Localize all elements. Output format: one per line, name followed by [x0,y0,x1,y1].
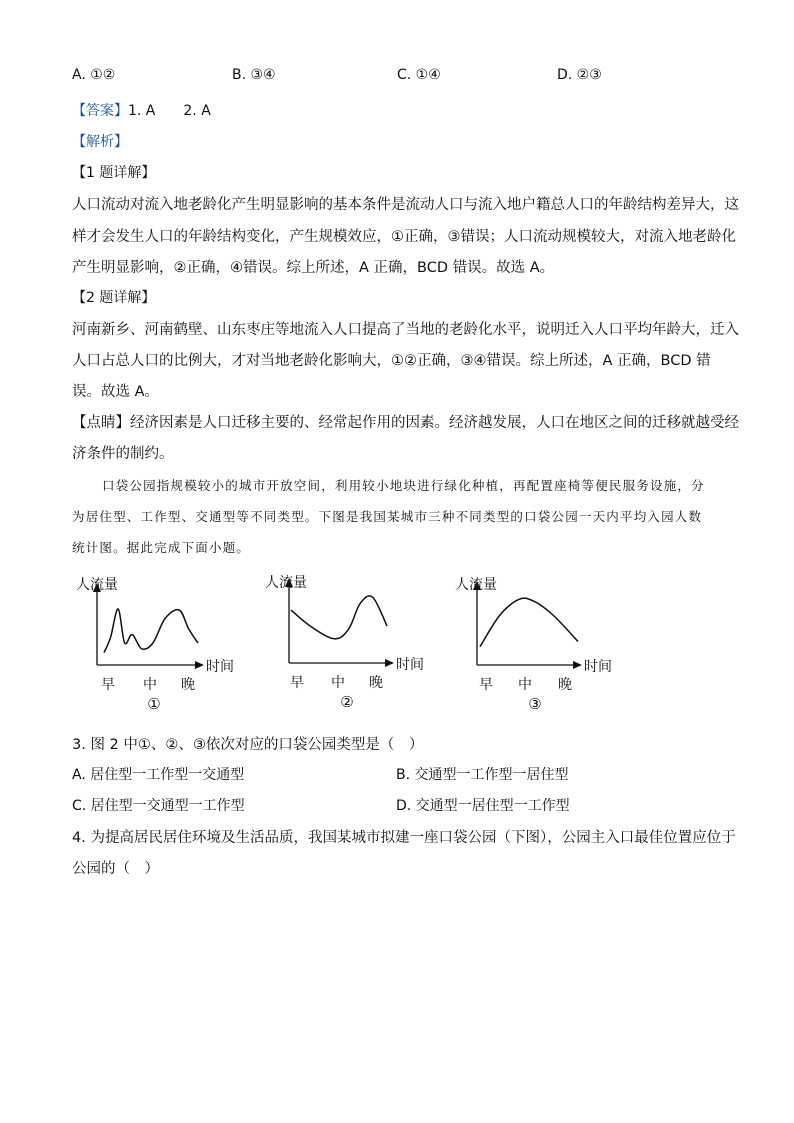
q4-stem: 4. 为提高居民居住环境及生活品质，我国某城市拟建一座口袋公园（下图），公园主入口最佳位置应位于 [72,830,736,846]
passage-line: 口袋公园指规模较小的城市开放空间，利用较小地块进行绿化种植，再配置座椅等便民服务设施，分 [102,478,705,493]
q3-stem: 3. 图 2 中①、②、③依次对应的口袋公园类型是（ ） [72,737,424,753]
series-line [480,598,578,647]
tip-text: 经济因素是人口迁移主要的、经常起作用的因素。经济越发展，人口在地区之间的迁移就越受经 [130,415,739,431]
answer-line [72,100,211,120]
tip-line-2: 济条件的制约。 [72,446,174,462]
q1-detail-line: 人口流动对流入地老龄化产生明显影响的基本条件是流动人口与流入地户籍总人口的年龄结构差异大，这 [72,197,739,213]
x-tick-label: 晚 [369,675,383,691]
analysis-tag: 【解析】 [72,134,128,150]
chart-title: ③ [528,695,542,713]
chart-title: ① [147,695,161,713]
q3-option-d: D. 交通型一居住型一工作型 [396,798,570,814]
q2-detail-line: 人口占总人口的比例大，才对当地老龄化影响大，①②正确，③④错误。综上所述，A 正确，BCD 错 [72,353,711,369]
y-axis-label: 人流量 [455,577,497,593]
x-tick-label: 中 [143,677,157,693]
y-axis-label: 人流量 [76,577,118,593]
q2-detail-line: 误。故选 A。 [72,384,160,400]
passage-line: 统计图。据此完成下面小题。 [72,540,251,555]
x-tick-label: 晚 [558,677,572,693]
answer-tag: 【答案】 [72,103,128,119]
q2-detail-tag: 【2 题详解】 [72,290,156,306]
x-tick-label: 晚 [181,677,195,693]
series-line [291,596,387,639]
prev-option-c: C. ①④ [397,67,441,83]
x-axis-label: 时间 [396,657,424,673]
x-tick-label: 早 [479,677,493,693]
series-line [104,609,198,653]
tip-line [72,411,739,432]
q1-detail-line: 样才会发生人口的年龄结构变化，产生规模效应，①正确，③错误；人口流动规模较大，对流入地老龄化 [72,229,736,245]
q3-option-a: A. 居住型一工作型一交通型 [72,767,245,783]
prev-option-b: B. ③④ [232,67,276,83]
q3-option-c: C. 居住型一交通型一工作型 [72,798,245,814]
answer-text: 1. A 2. A [128,103,211,119]
x-tick-label: 中 [331,675,345,691]
park-flow-charts [0,566,794,726]
q2-detail-line: 河南新乡、河南鹤壁、山东枣庄等地流入人口提高了当地的老龄化水平，说明迁入人口平均年龄大，迁入 [72,322,739,338]
x-axis-arrow [573,661,582,669]
x-axis-arrow [195,661,204,669]
chart-title: ② [340,693,354,711]
x-axis-label: 时间 [584,659,612,675]
x-axis-arrow [385,659,394,667]
q1-detail-line: 产生明显影响，②正确，④错误。综上所述，A 正确，BCD 错误。故选 A。 [72,260,555,276]
q3-option-b: B. 交通型一工作型一居住型 [396,767,569,783]
passage-line: 为居住型、工作型、交通型等不同类型。下图是我国某城市三种不同类型的口袋公园一天内平均入园人数 [72,509,703,524]
q1-detail-tag: 【1 题详解】 [72,165,156,181]
prev-option-d: D. ②③ [557,67,602,83]
prev-option-a: A. ①② [72,67,116,83]
x-tick-label: 早 [290,675,304,691]
q4-stem-2: 公园的（ ） [72,861,159,877]
x-tick-label: 早 [101,677,115,693]
x-tick-label: 中 [518,677,532,693]
x-axis-label: 时间 [206,659,234,675]
tip-tag: 【点睛】 [72,415,130,431]
y-axis-label: 人流量 [265,575,307,591]
